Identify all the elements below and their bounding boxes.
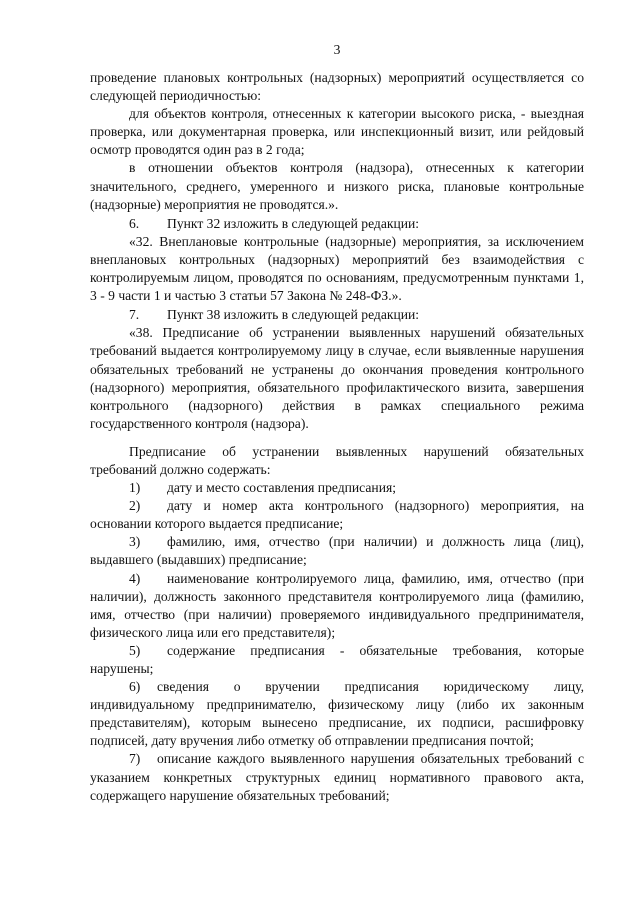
paragraph: для объектов контроля, отнесенных к категории высокого риска, - выездная проверка, или документарная проверка, или инспекционный визит, или рейдовый осмотр проводятся один раз в 2 года; — [90, 106, 584, 158]
list-item-text: фамилию, имя, отчество (при наличии) и должность лица (лиц), выдавшего (выдавших) предписание; — [90, 534, 584, 568]
list-item — [90, 642, 584, 678]
amendment-point — [90, 215, 584, 233]
paragraph: Предписание об устранении выявленных нарушений обязательных требований должно содержать: — [90, 443, 584, 477]
list-item-text: наименование контролируемого лица, фамилию, имя, отчество (при наличии), должность законного представителя контролируемого лица (фамилию, имя, отчество (при наличии) проверяемого индивидуального предпринимателя, физического лица или его представителя); — [90, 570, 584, 640]
point-text: Пункт 32 изложить в следующей редакции: — [167, 215, 420, 231]
list-item-number: 6) — [129, 679, 141, 695]
list-item-number: 2) — [129, 498, 141, 514]
list-item — [90, 678, 584, 750]
list-item-text: дату и номер акта контрольного (надзорного) мероприятия, на основании которого выдается предписание; — [90, 498, 584, 532]
list-item-number: 5) — [129, 642, 141, 658]
paragraph: «38. Предписание об устранении выявленных нарушений обязательных требований выдается контролируемому лицу в случае, если выявленные нарушения обязательных требований не устранены до окончания проведения контрольного (надзорного) мероприятия, обязательного профилактического визита, завершения контрольного (надзорного) действия в рамках специального режима государственного контроля (надзора). — [90, 325, 584, 431]
document-page — [90, 0, 584, 905]
list-item-text: дату и место составления предписания; — [167, 480, 396, 496]
list-item — [90, 570, 584, 642]
paragraph: проведение плановых контрольных (надзорных) мероприятий осуществляется со следующей периодичностью: — [90, 70, 584, 104]
list-item-number: 1) — [129, 480, 141, 496]
list-item — [90, 497, 584, 533]
amendment-point — [90, 306, 584, 324]
list-item-text: содержание предписания - обязательные требования, которые нарушены; — [90, 642, 584, 676]
list-item — [90, 479, 584, 497]
list-item-text: сведения о вручении предписания юридическому лицу, индивидуальному предпринимателю, физическому лицу (либо их законным представителям), которым вынесено предписание, их подписи, расшифровку подписей, дату вручения либо отметку об отправлении предписания почтой; — [90, 679, 584, 749]
point-number: 6. — [129, 215, 140, 231]
point-text: Пункт 38 изложить в следующей редакции: — [167, 307, 420, 323]
list-item — [90, 750, 584, 804]
page-number: 3 — [333, 42, 341, 57]
paragraph: в отношении объектов контроля (надзора), отнесенных к категории значительного, среднего, умеренного и низкого риска, плановые контрольные (надзорные) мероприятия не проводятся.». — [90, 160, 584, 212]
list-item-number: 7) — [129, 751, 141, 767]
list-item — [90, 533, 584, 569]
list-item-number: 3) — [129, 534, 141, 550]
list-item-number: 4) — [129, 570, 141, 586]
paragraph: «32. Внеплановые контрольные (надзорные) мероприятия, за исключением внеплановых контрольных (надзорных) мероприятий без взаимодействия с контролируемым лицом, проводятся по основаниям, предусмотренным пунктами 1, 3 - 9 части 1 и частью 3 статьи 57 Закона № 248-ФЗ.». — [90, 233, 584, 304]
document-body — [90, 69, 584, 805]
point-number: 7. — [129, 307, 140, 323]
list-item-text: описание каждого выявленного нарушения обязательных требований с указанием конкретных структурных единиц нормативного правового акта, содержащего нарушение обязательных требований; — [90, 751, 584, 803]
